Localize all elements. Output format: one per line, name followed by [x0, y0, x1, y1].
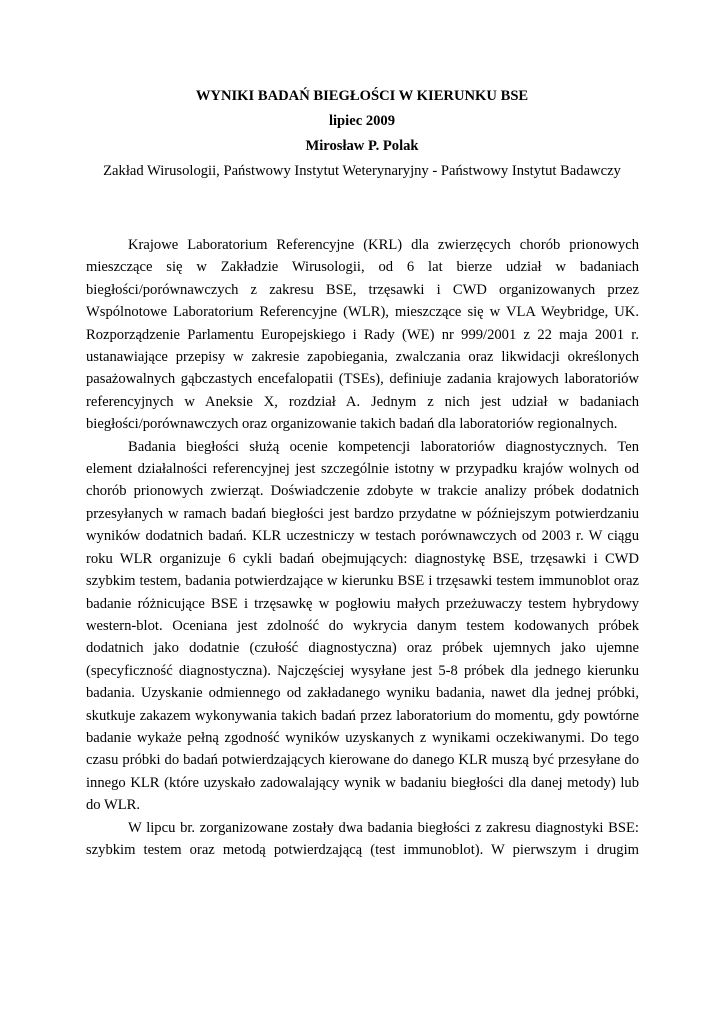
paragraph-1: Krajowe Laboratorium Referencyjne (KRL) dla zwierzęcych chorób prionowych mieszczące się w Zakładzie Wirusologii, od 6 lat bierze udział w badaniach biegłości/porównawczych z zakresu BSE, trzęsawki i CWD organizowanych przez Wspólnotowe Laboratorium Referencyjne (WLR), mieszczące się w VLA Weybridge, UK. Rozporządzenie Parlamentu Europejskiego i Rady (WE) nr 999/2001 z 22 maja 2001 r. ustanawiające przepisy w zakresie zapobiegania, zwalczania oraz likwidacji określonych pasażowalnych gąbczastych encefalopatii (TSEs), definiuje zadania krajowych laboratoriów referencyjnych w Aneksie X, rozdział A. Jednym z nich jest udział w badaniach biegłości/porównawczych oraz organizowanie takich badań dla laboratoriów regionalnych. — [86, 237, 639, 433]
document-author: Mirosław P. Polak — [305, 138, 419, 154]
document-body — [86, 234, 639, 861]
document-date: lipiec 2009 — [328, 113, 396, 129]
document-affiliation: Zakład Wirusologii, Państwowy Instytut Weterynaryjny - Państwowy Instytut Badawczy — [103, 163, 621, 179]
paragraph-3: W lipcu br. zorganizowane zostały dwa badania biegłości z zakresu diagnostyki BSE: szybkim testem oraz metodą potwierdzającą (test immunoblot). W pierwszym i drugim — [86, 819, 639, 858]
document-title: WYNIKI BADAŃ BIEGŁOŚCI W KIERUNKU BSE — [195, 88, 529, 104]
paragraph-2: Badania biegłości służą ocenie kompetencji laboratoriów diagnostycznych. Ten element działalności referencyjnej jest szczególnie istotny w przypadku krajów wolnych od chorób prionowych zwierząt. Doświadczenie zdobyte w trakcie analizy próbek dodatnich przesyłanych w ramach badań biegłości jest bardzo przydatne w późniejszym potwierdzaniu wyników dodatnich badań. KLR uczestniczy w testach porównawczych od 2003 r. W ciągu roku WLR organizuje 6 cykli badań obejmujących: diagnostykę BSE, trzęsawki i CWD szybkim testem, badania potwierdzające w kierunku BSE i trzęsawki testem immunoblot oraz badanie różnicujące BSE i trzęsawkę w pogłowiu małych przeżuwaczy testem hybrydowy western-blot. Oceniana jest zdolność do wykrycia danym testem kodowanych próbek dodatnich jako dodatnie (czułość diagnostyczna) oraz próbek ujemnych jako ujemne (specyficzność diagnostyczna). Najczęściej wysyłane jest 5-8 próbek dla jednego kierunku badania. Uzyskanie odmiennego od zakładanego wyniku badania, nawet dla jednej próbki, skutkuje zakazem wykonywania takich badań przez laboratorium do momentu, gdy powtórne badanie wykaże pełną zgodność wyników uzyskanych z wynikami oczekiwanymi. Do tego czasu próbki do badań potwierdzających kierowane do danego KLR muszą być przesyłane do innego KLR (które uzyskało zadowalający wynik w badaniu biegłości dla danej metody) lub do WLR. — [86, 438, 639, 814]
